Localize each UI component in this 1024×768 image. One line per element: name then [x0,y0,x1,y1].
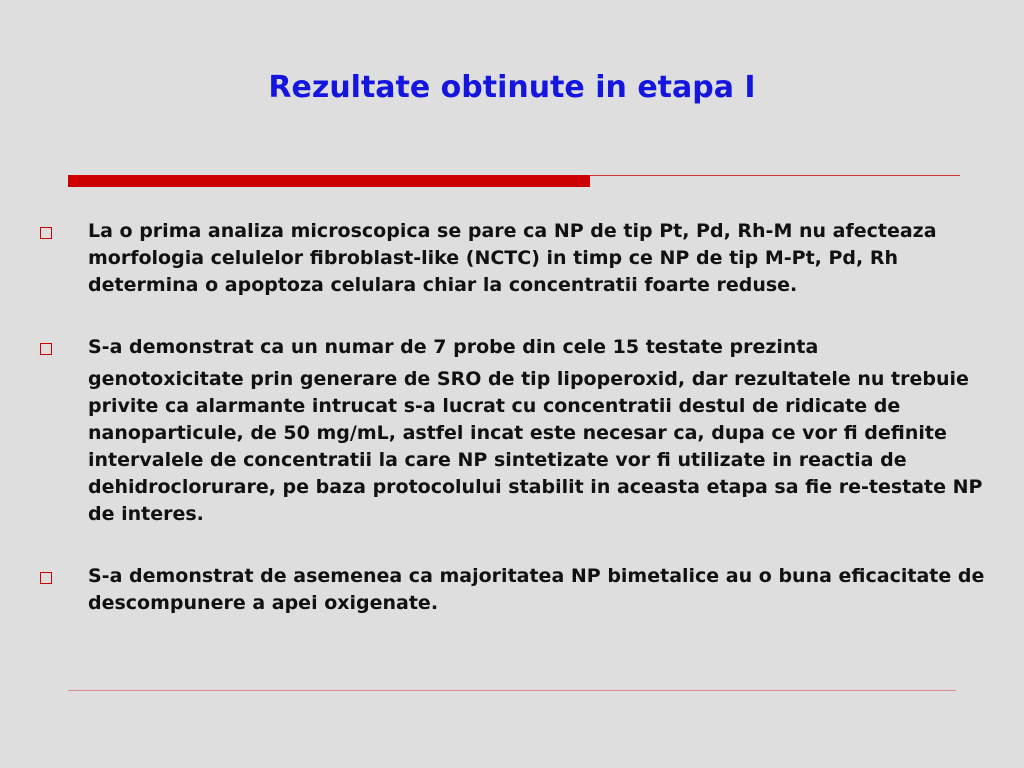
hollow-square-bullet-icon [40,343,52,355]
title-underline-thick [68,175,590,187]
bullet-text-first-line: S-a demonstrat ca un numar de 7 probe din cele 15 testate prezinta [88,336,819,358]
title-underline-thin [590,175,960,176]
bullet-list [0,218,1024,617]
hollow-square-bullet-icon [40,572,52,584]
bullet-text: La o prima analiza microscopica se pare ca NP de tip Pt, Pd, Rh-M nu afecteaza morfologia celulelor fibroblast-like (NCTC) in timp ce NP de tip M-Pt, Pd, Rh determina o apoptoza celulara chiar la concentratii foarte reduse. [88,220,937,296]
footer-divider [68,690,956,691]
bullet-text: genotoxicitate prin generare de SRO de tip lipoperoxid, dar rezultatele nu trebuie privite ca alarmante intrucat s-a lucrat cu concentratii destul de ridicate de nanoparticule, de 50 mg/mL, astfel incat este necesar ca, dupa ce vor fi definite intervalele de concentratii la care NP sintetizate vor fi utilizate in reactia de dehidroclorurare, pe baza protocolului stabilit in aceasta etapa sa fie re-testate NP de interes. [88,368,983,525]
bullet-text: S-a demonstrat de asemenea ca majoritatea NP bimetalice au o buna eficacitate de descompunere a apei oxigenate. [88,565,985,614]
bullet-item-microscopy [0,218,1024,299]
hollow-square-bullet-icon [40,227,52,239]
bullet-item-peroxide [0,563,1024,617]
bullet-item-genotoxicity [0,334,1024,528]
slide-title: Rezultate obtinute in etapa I [268,70,756,105]
